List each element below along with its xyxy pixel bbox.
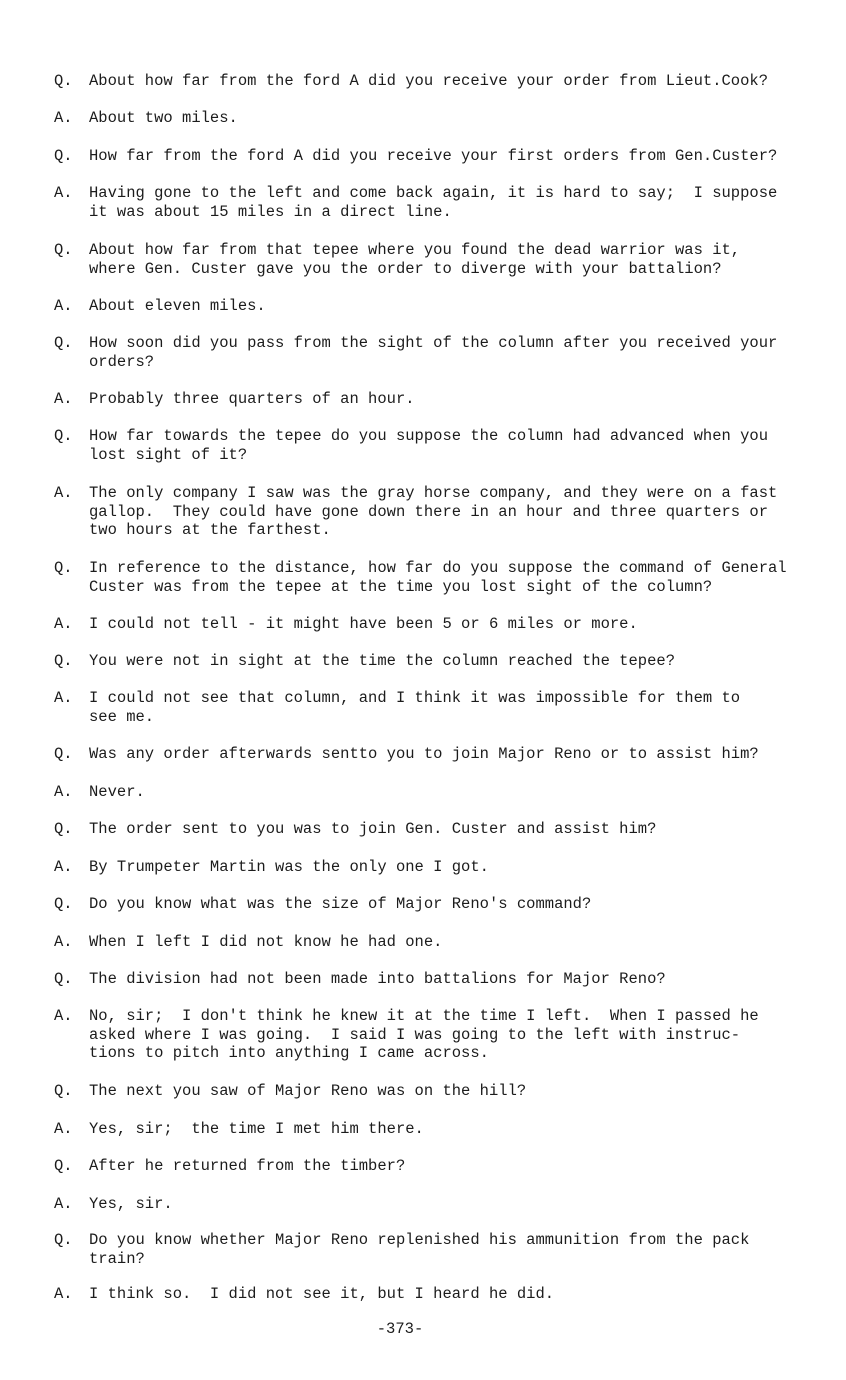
- text-line: Do you know what was the size of Major Reno's command?: [89, 895, 592, 913]
- speaker-marker: Q.: [54, 820, 73, 838]
- speaker-marker: A.: [54, 689, 73, 707]
- entry-text: [89, 484, 789, 540]
- speaker-marker: Q.: [54, 334, 73, 352]
- text-line: Was any order afterwards sentto you to join Major Reno or to assist him?: [89, 745, 759, 763]
- text-line: I could not tell - it might have been 5 or 6 miles or more.: [89, 615, 638, 633]
- text-line: By Trumpeter Martin was the only one I got.: [89, 858, 489, 876]
- speaker-marker: A.: [54, 783, 73, 801]
- speaker-marker: A.: [54, 933, 73, 951]
- answer-entry: [0, 1120, 846, 1139]
- text-line: You were not in sight at the time the column reached the tepee?: [89, 652, 675, 670]
- answer-entry: [0, 933, 846, 952]
- speaker-marker: Q.: [54, 1157, 73, 1175]
- entry-text: [89, 184, 789, 221]
- entry-text: [89, 1007, 789, 1063]
- question-entry: [0, 147, 846, 166]
- speaker-marker: Q.: [54, 559, 73, 577]
- text-line: The next you saw of Major Reno was on the hill?: [89, 1082, 527, 1100]
- speaker-marker: A.: [54, 1195, 73, 1213]
- speaker-marker: A.: [54, 1120, 73, 1138]
- text-line: No, sir; I don't think he knew it at the time I left. When I passed he: [89, 1007, 759, 1025]
- answer-entry: [0, 783, 846, 802]
- answer-entry: [0, 858, 846, 877]
- speaker-marker: A.: [54, 858, 73, 876]
- entry-text: [89, 858, 789, 877]
- text-line: How far from the ford A did you receive your first orders from Gen.Custer?: [89, 147, 778, 165]
- speaker-marker: Q.: [54, 72, 73, 90]
- text-line: Yes, sir.: [89, 1195, 173, 1213]
- question-entry: [0, 970, 846, 989]
- entry-text: [89, 559, 789, 596]
- text-line: Yes, sir; the time I met him there.: [89, 1120, 424, 1138]
- speaker-marker: A.: [54, 1285, 73, 1303]
- answer-entry: [0, 184, 846, 221]
- text-line: When I left I did not know he had one.: [89, 933, 443, 951]
- answer-entry: [0, 615, 846, 634]
- answer-entry: [0, 1285, 846, 1304]
- text-line: In reference to the distance, how far do you suppose the command of General: [89, 559, 787, 577]
- text-line: How far towards the tepee do you suppose the column had advanced when you: [89, 427, 769, 445]
- text-line: How soon did you pass from the sight of the column after you received your: [89, 334, 778, 352]
- speaker-marker: Q.: [54, 427, 73, 445]
- answer-entry: [0, 1195, 846, 1214]
- answer-entry: [0, 1007, 846, 1063]
- speaker-marker: Q.: [54, 895, 73, 913]
- speaker-marker: Q.: [54, 970, 73, 988]
- question-entry: [0, 559, 846, 596]
- entry-text: [89, 783, 789, 802]
- answer-entry: [0, 109, 846, 128]
- text-line: I think so. I did not see it, but I heard he did.: [89, 1285, 555, 1303]
- text-line: The only company I saw was the gray horse company, and they were on a fast: [89, 484, 778, 502]
- speaker-marker: Q.: [54, 1082, 73, 1100]
- speaker-marker: A.: [54, 184, 73, 202]
- question-entry: [0, 745, 846, 764]
- text-line: gallop. They could have gone down there in an hour and three quarters or: [89, 502, 769, 521]
- entry-text: [89, 297, 789, 316]
- text-line: Never.: [89, 783, 145, 801]
- text-line: Custer was from the tepee at the time you lost sight of the column?: [89, 577, 713, 596]
- text-line: Having gone to the left and come back again, it is hard to say; I suppose: [89, 184, 778, 202]
- text-line: lost sight of it?: [89, 445, 248, 464]
- text-line: After he returned from the timber?: [89, 1157, 406, 1175]
- entry-text: [89, 390, 789, 409]
- speaker-marker: A.: [54, 297, 73, 315]
- entry-text: [89, 933, 789, 952]
- text-line: The order sent to you was to join Gen. Custer and assist him?: [89, 820, 657, 838]
- question-entry: [0, 427, 846, 464]
- entry-text: [89, 1157, 789, 1176]
- entry-text: [89, 895, 789, 914]
- entry-text: [89, 1120, 789, 1139]
- answer-entry: [0, 297, 846, 316]
- speaker-marker: A.: [54, 1007, 73, 1025]
- entry-text: [89, 745, 789, 764]
- text-line: orders?: [89, 352, 155, 371]
- answer-entry: [0, 390, 846, 409]
- text-line: The division had not been made into battalions for Major Reno?: [89, 970, 666, 988]
- question-entry: [0, 1157, 846, 1176]
- speaker-marker: A.: [54, 390, 73, 408]
- entry-text: [89, 109, 789, 128]
- text-line: About how far from that tepee where you found the dead warrior was it,: [89, 241, 741, 259]
- speaker-marker: A.: [54, 484, 73, 502]
- text-line: two hours at the farthest.: [89, 521, 331, 539]
- question-entry: [0, 820, 846, 839]
- entry-text: [89, 147, 789, 166]
- entry-text: [89, 615, 789, 634]
- text-line: About how far from the ford A did you receive your order from Lieut.Cook?: [89, 72, 769, 90]
- answer-entry: [0, 689, 846, 726]
- question-entry: [0, 1082, 846, 1101]
- entry-text: [89, 689, 789, 726]
- text-line: I could not see that column, and I think it was impossible for them to: [89, 689, 741, 707]
- entry-text: [89, 1231, 789, 1268]
- entry-text: [89, 820, 789, 839]
- text-line: Do you know whether Major Reno replenished his ammunition from the pack: [89, 1231, 750, 1249]
- entry-text: [89, 1195, 789, 1214]
- speaker-marker: Q.: [54, 241, 73, 259]
- entry-text: [89, 334, 789, 371]
- text-line: see me.: [89, 707, 155, 726]
- text-line: tions to pitch into anything I came across.: [89, 1044, 489, 1062]
- text-line: it was about 15 miles in a direct line.: [89, 202, 452, 221]
- question-entry: [0, 895, 846, 914]
- text-line: asked where I was going. I said I was going to the left with instruc-: [89, 1025, 741, 1044]
- entry-text: [89, 1285, 789, 1304]
- text-line: Probably three quarters of an hour.: [89, 390, 415, 408]
- text-line: About eleven miles.: [89, 297, 266, 315]
- question-entry: [0, 241, 846, 278]
- entry-text: [89, 652, 789, 671]
- text-line: train?: [89, 1249, 145, 1268]
- entry-text: [89, 1082, 789, 1101]
- speaker-marker: A.: [54, 109, 73, 127]
- question-entry: [0, 652, 846, 671]
- page-number: -373-: [376, 1320, 424, 1338]
- text-line: where Gen. Custer gave you the order to diverge with your battalion?: [89, 259, 722, 278]
- speaker-marker: A.: [54, 615, 73, 633]
- speaker-marker: Q.: [54, 652, 73, 670]
- entry-text: [89, 241, 789, 278]
- speaker-marker: Q.: [54, 147, 73, 165]
- speaker-marker: Q.: [54, 1231, 73, 1249]
- text-line: About two miles.: [89, 109, 238, 127]
- question-entry: [0, 1231, 846, 1268]
- answer-entry: [0, 484, 846, 540]
- entry-text: [89, 427, 789, 464]
- entry-text: [89, 72, 789, 91]
- speaker-marker: Q.: [54, 745, 73, 763]
- entry-text: [89, 970, 789, 989]
- question-entry: [0, 72, 846, 91]
- question-entry: [0, 334, 846, 371]
